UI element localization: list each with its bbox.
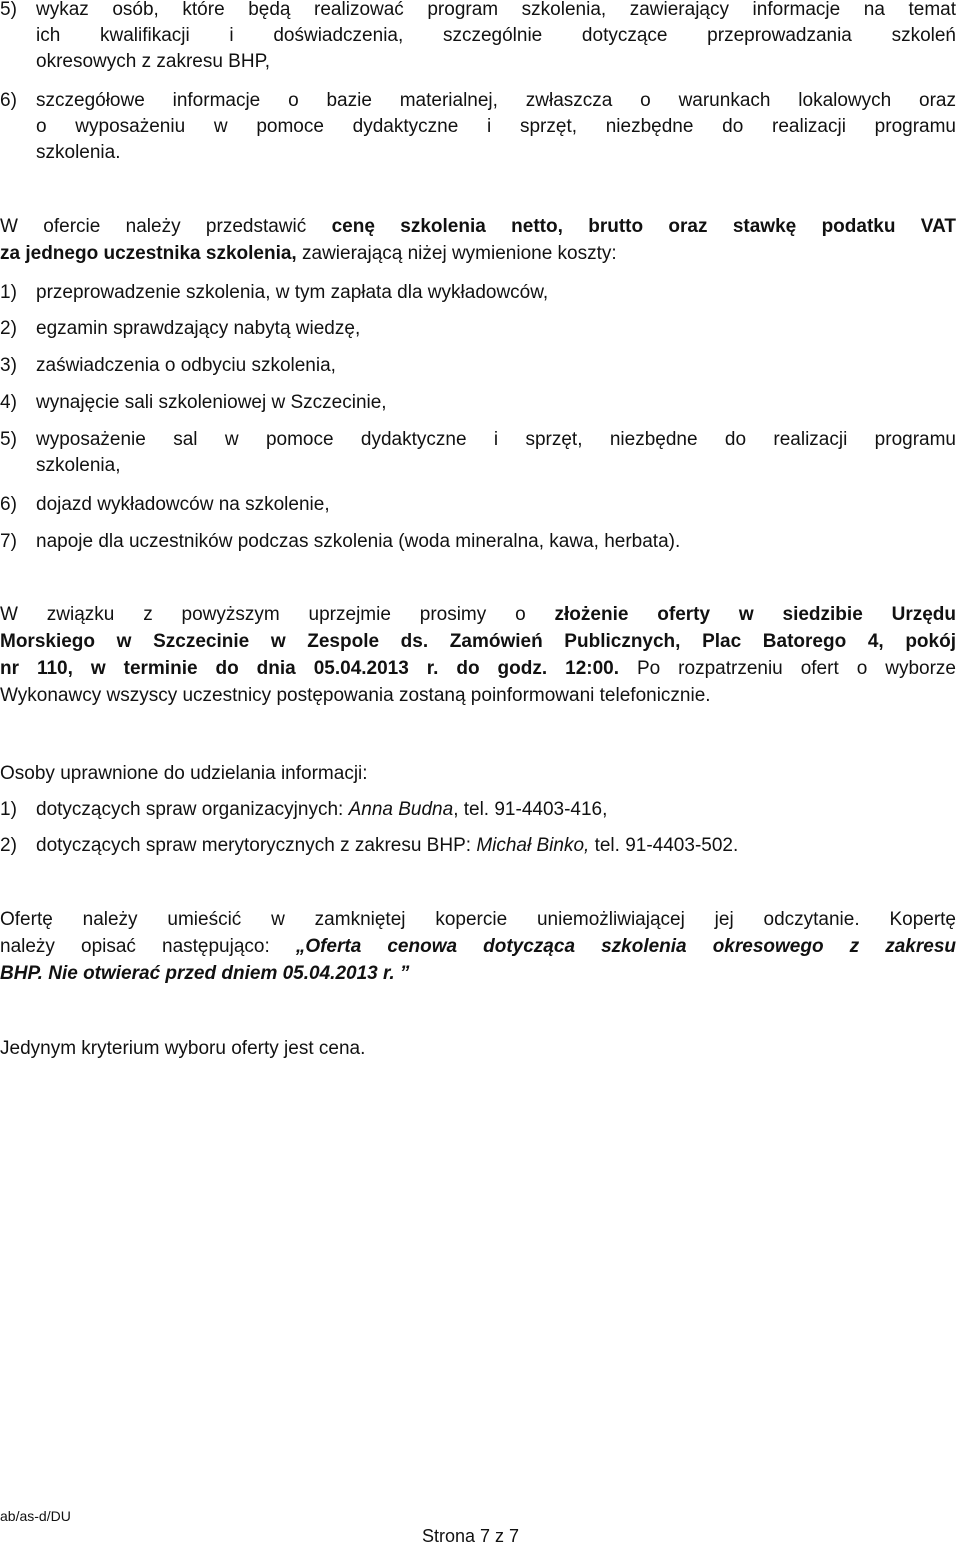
- list-item-text: [36, 88, 956, 166]
- text-line: ich kwalifikacji i doświadczenia, szczególnie dotyczące przeprowadzania szkoleń: [36, 25, 956, 46]
- list-item-text: zaświadczenia o odbyciu szkolenia,: [36, 355, 336, 376]
- text-line: Wykonawcy wszyscy uczestnicy postępowania zostaną poinformowani telefonicznie.: [0, 685, 711, 706]
- list-item-text: dojazd wykładowców na szkolenie,: [36, 494, 330, 515]
- list-item-text: napoje dla uczestników podczas szkolenia (woda mineralna, kawa, herbata).: [36, 531, 681, 552]
- text-span: dotyczących spraw organizacyjnych:: [36, 799, 349, 820]
- text-line: [0, 213, 956, 240]
- text-line: szczegółowe informacje o bazie materialnej, zwłaszcza o warunkach lokalowych oraz: [36, 90, 956, 111]
- text-span: W ofercie należy przedstawić: [0, 216, 332, 237]
- text-span: W związku z powyższym uprzejmie prosimy o: [0, 604, 555, 625]
- list-item-text: [36, 797, 956, 823]
- list-number: 2): [0, 318, 17, 339]
- list-item-text: [36, 0, 956, 75]
- bold-italic-span: „Oferta cenowa dotycząca szkolenia okresowego z zakresu: [295, 936, 956, 957]
- list-item-text: [36, 833, 956, 859]
- list-number: 1): [0, 282, 17, 303]
- list-number: 5): [0, 0, 17, 20]
- footer-page-number: Strona 7 z 7: [422, 1526, 520, 1546]
- text-span: zawierającą niżej wymienione koszty:: [296, 243, 617, 264]
- contact-name: Michał Binko,: [476, 835, 590, 856]
- text-span: należy opisać następująco:: [0, 936, 296, 957]
- contacts-heading: Osoby uprawnione do udzielania informacji:: [0, 763, 368, 784]
- text-line: [0, 655, 956, 682]
- bold-span: za jednego uczestnika szkolenia,: [0, 243, 297, 264]
- text-line: Morskiego w Szczecinie w Zespole ds. Zamówień Publicznych, Plac Batorego 4, pokój: [0, 631, 956, 652]
- submission-paragraph: [0, 601, 956, 709]
- list-item-text: [36, 427, 956, 479]
- text-line: szkolenia.: [36, 142, 121, 163]
- text-line: [0, 240, 956, 267]
- list-number: 1): [0, 799, 17, 820]
- offer-intro-paragraph: [0, 213, 956, 267]
- list-number: 7): [0, 531, 17, 552]
- text-line: szkolenia,: [36, 455, 121, 476]
- bold-span: nr 110, w terminie do dnia 05.04.2013 r. do godz. 12:00.: [0, 658, 619, 679]
- text-line: [0, 601, 956, 628]
- text-line: [0, 933, 956, 960]
- text-line: Ofertę należy umieścić w zamkniętej kopercie uniemożliwiającej jej odczytanie. Kopertę: [0, 909, 956, 930]
- envelope-paragraph: [0, 906, 956, 987]
- bold-span: złożenie oferty w siedzibie Urzędu: [554, 604, 956, 625]
- list-number: 2): [0, 835, 17, 856]
- list-item-text: wynajęcie sali szkoleniowej w Szczecinie,: [36, 392, 387, 413]
- contact-name: Anna Budna: [348, 799, 454, 820]
- text-line: wyposażenie sal w pomoce dydaktyczne i sprzęt, niezbędne do realizacji programu: [36, 429, 956, 450]
- list-number: 6): [0, 494, 17, 515]
- text-line: okresowych z zakresu BHP,: [36, 51, 271, 72]
- footer-document-code: ab/as-d/DU: [0, 1508, 71, 1524]
- list-number: 4): [0, 392, 17, 413]
- text-span: tel. 91-4403-502.: [589, 835, 739, 856]
- criterion-paragraph: Jedynym kryterium wyboru oferty jest cena.: [0, 1038, 366, 1059]
- text-line: wykaz osób, które będą realizować program szkolenia, zawierający informacje na temat: [36, 0, 956, 20]
- list-item-text: egzamin sprawdzający nabytą wiedzę,: [36, 318, 361, 339]
- list-number: 6): [0, 90, 17, 111]
- text-span: , tel. 91-4403-416,: [453, 799, 608, 820]
- text-line: BHP. Nie otwierać przed dniem 05.04.2013 r. ”: [0, 963, 410, 984]
- text-span: dotyczących spraw merytorycznych z zakresu BHP:: [36, 835, 477, 856]
- text-line: o wyposażeniu w pomoce dydaktyczne i sprzęt, niezbędne do realizacji programu: [36, 116, 956, 137]
- list-item-text: przeprowadzenie szkolenia, w tym zapłata dla wykładowców,: [36, 282, 549, 303]
- bold-span: cenę szkolenia netto, brutto oraz stawkę podatku VAT: [331, 216, 956, 237]
- list-number: 5): [0, 429, 17, 450]
- text-span: Po rozpatrzeniu ofert o wyborze: [619, 658, 956, 679]
- list-number: 3): [0, 355, 17, 376]
